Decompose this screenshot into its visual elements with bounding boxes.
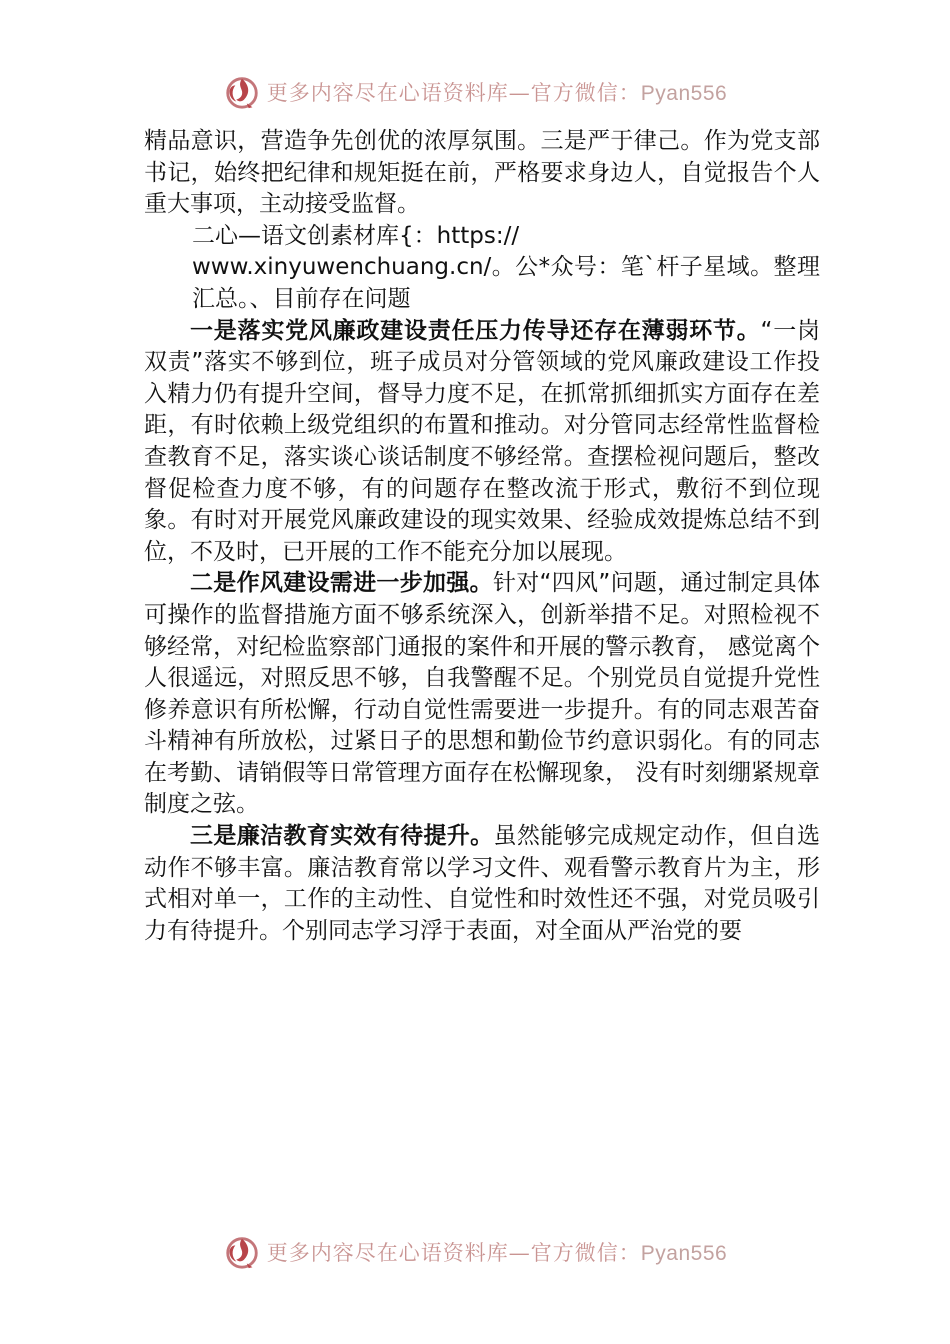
banner-slogan: 更多内容尽在心语资料库—官方微信： <box>266 81 641 105</box>
stylized-flame-logo-icon <box>223 1233 261 1271</box>
header-watermark-banner <box>0 70 950 114</box>
problem-three-body: 虽然能够完成规定动作，但自选动作不够丰富。廉洁教育常以学习文件、观看警示教育片为主，形式相对单一，工作的主动性、自觉性和时效性还不强，对党员吸引力有待提升。个别同志学习浮于表面，对全面从严治党的要 <box>144 823 821 944</box>
banner-slogan: 更多内容尽在心语资料库—官方微信： <box>266 1241 641 1265</box>
banner-wechat-id: Pyan556 <box>640 1242 728 1265</box>
paragraph-problem-one <box>144 316 820 569</box>
problem-three-heading: 三是廉洁教育实效有待提升。 <box>190 823 494 850</box>
banner-text <box>267 1237 727 1267</box>
paragraph-source-note-line1: 二心—语文创素材库{：https:// <box>192 222 520 249</box>
paragraph-source-note-line2: www.xinyuwenchuang.cn/。公*众号：笔`杆子星域。整理汇总。、目前存在问题 <box>192 254 820 312</box>
problem-two-body: 针对“四风”问题，通过制定具体可操作的监督措施方面不够系统深入，创新举措不足。对照检视不够经常，对纪检监察部门通报的案件和开展的警示教育， 感觉离个人很遥远，对照反思不够，自我警醒不足。个别党员自觉提升党性修养意识有所松懈，行动自觉性需要进一步提升。有的同志艰苦奋斗精神有所放松，过紧日子的思想和勤俭节约意识弱化。有的同志在考勤、请销假等日常管理方面存在松懈现象， 没有时刻绷紧规章制度之弦。 <box>144 570 820 818</box>
problem-one-body: “一岗双责”落实不够到位，班子成员对分管领域的党风廉政建设工作投入精力仍有提升空间，督导力度不足，在抓常抓细抓实方面存在差距，有时依赖上级党组织的布置和推动。对分管同志经常性监督检查教育不足，落实谈心谈话制度不够经常。查摆检视问题后，整改督促检查力度不够，有的问题存在整改流于形式，敷衍不到位现象。有时对开展党风廉政建设的现实效果、经验成效提炼总结不到位，不及时，已开展的工作不能充分加以展现。 <box>144 317 821 565</box>
document-body <box>144 126 820 947</box>
footer-watermark-banner <box>0 1230 950 1274</box>
stylized-flame-logo-icon <box>223 73 261 111</box>
problem-one-heading: 一是落实党风廉政建设责任压力传导还存在薄弱环节。 <box>190 317 761 344</box>
problem-two-heading: 二是作风建设需进一步加强。 <box>190 570 493 597</box>
paragraph-continuation: 精品意识，营造争先创优的浓厚氛围。三是严于律己。作为党支部书记，始终把纪律和规矩挺在前，严格要求身边人，自觉报告个人重大事项，主动接受监督。 <box>144 128 820 218</box>
banner-text <box>267 77 727 107</box>
paragraph-problem-three <box>144 821 820 947</box>
paragraph-problem-two <box>144 568 820 821</box>
banner-wechat-id: Pyan556 <box>640 82 728 105</box>
